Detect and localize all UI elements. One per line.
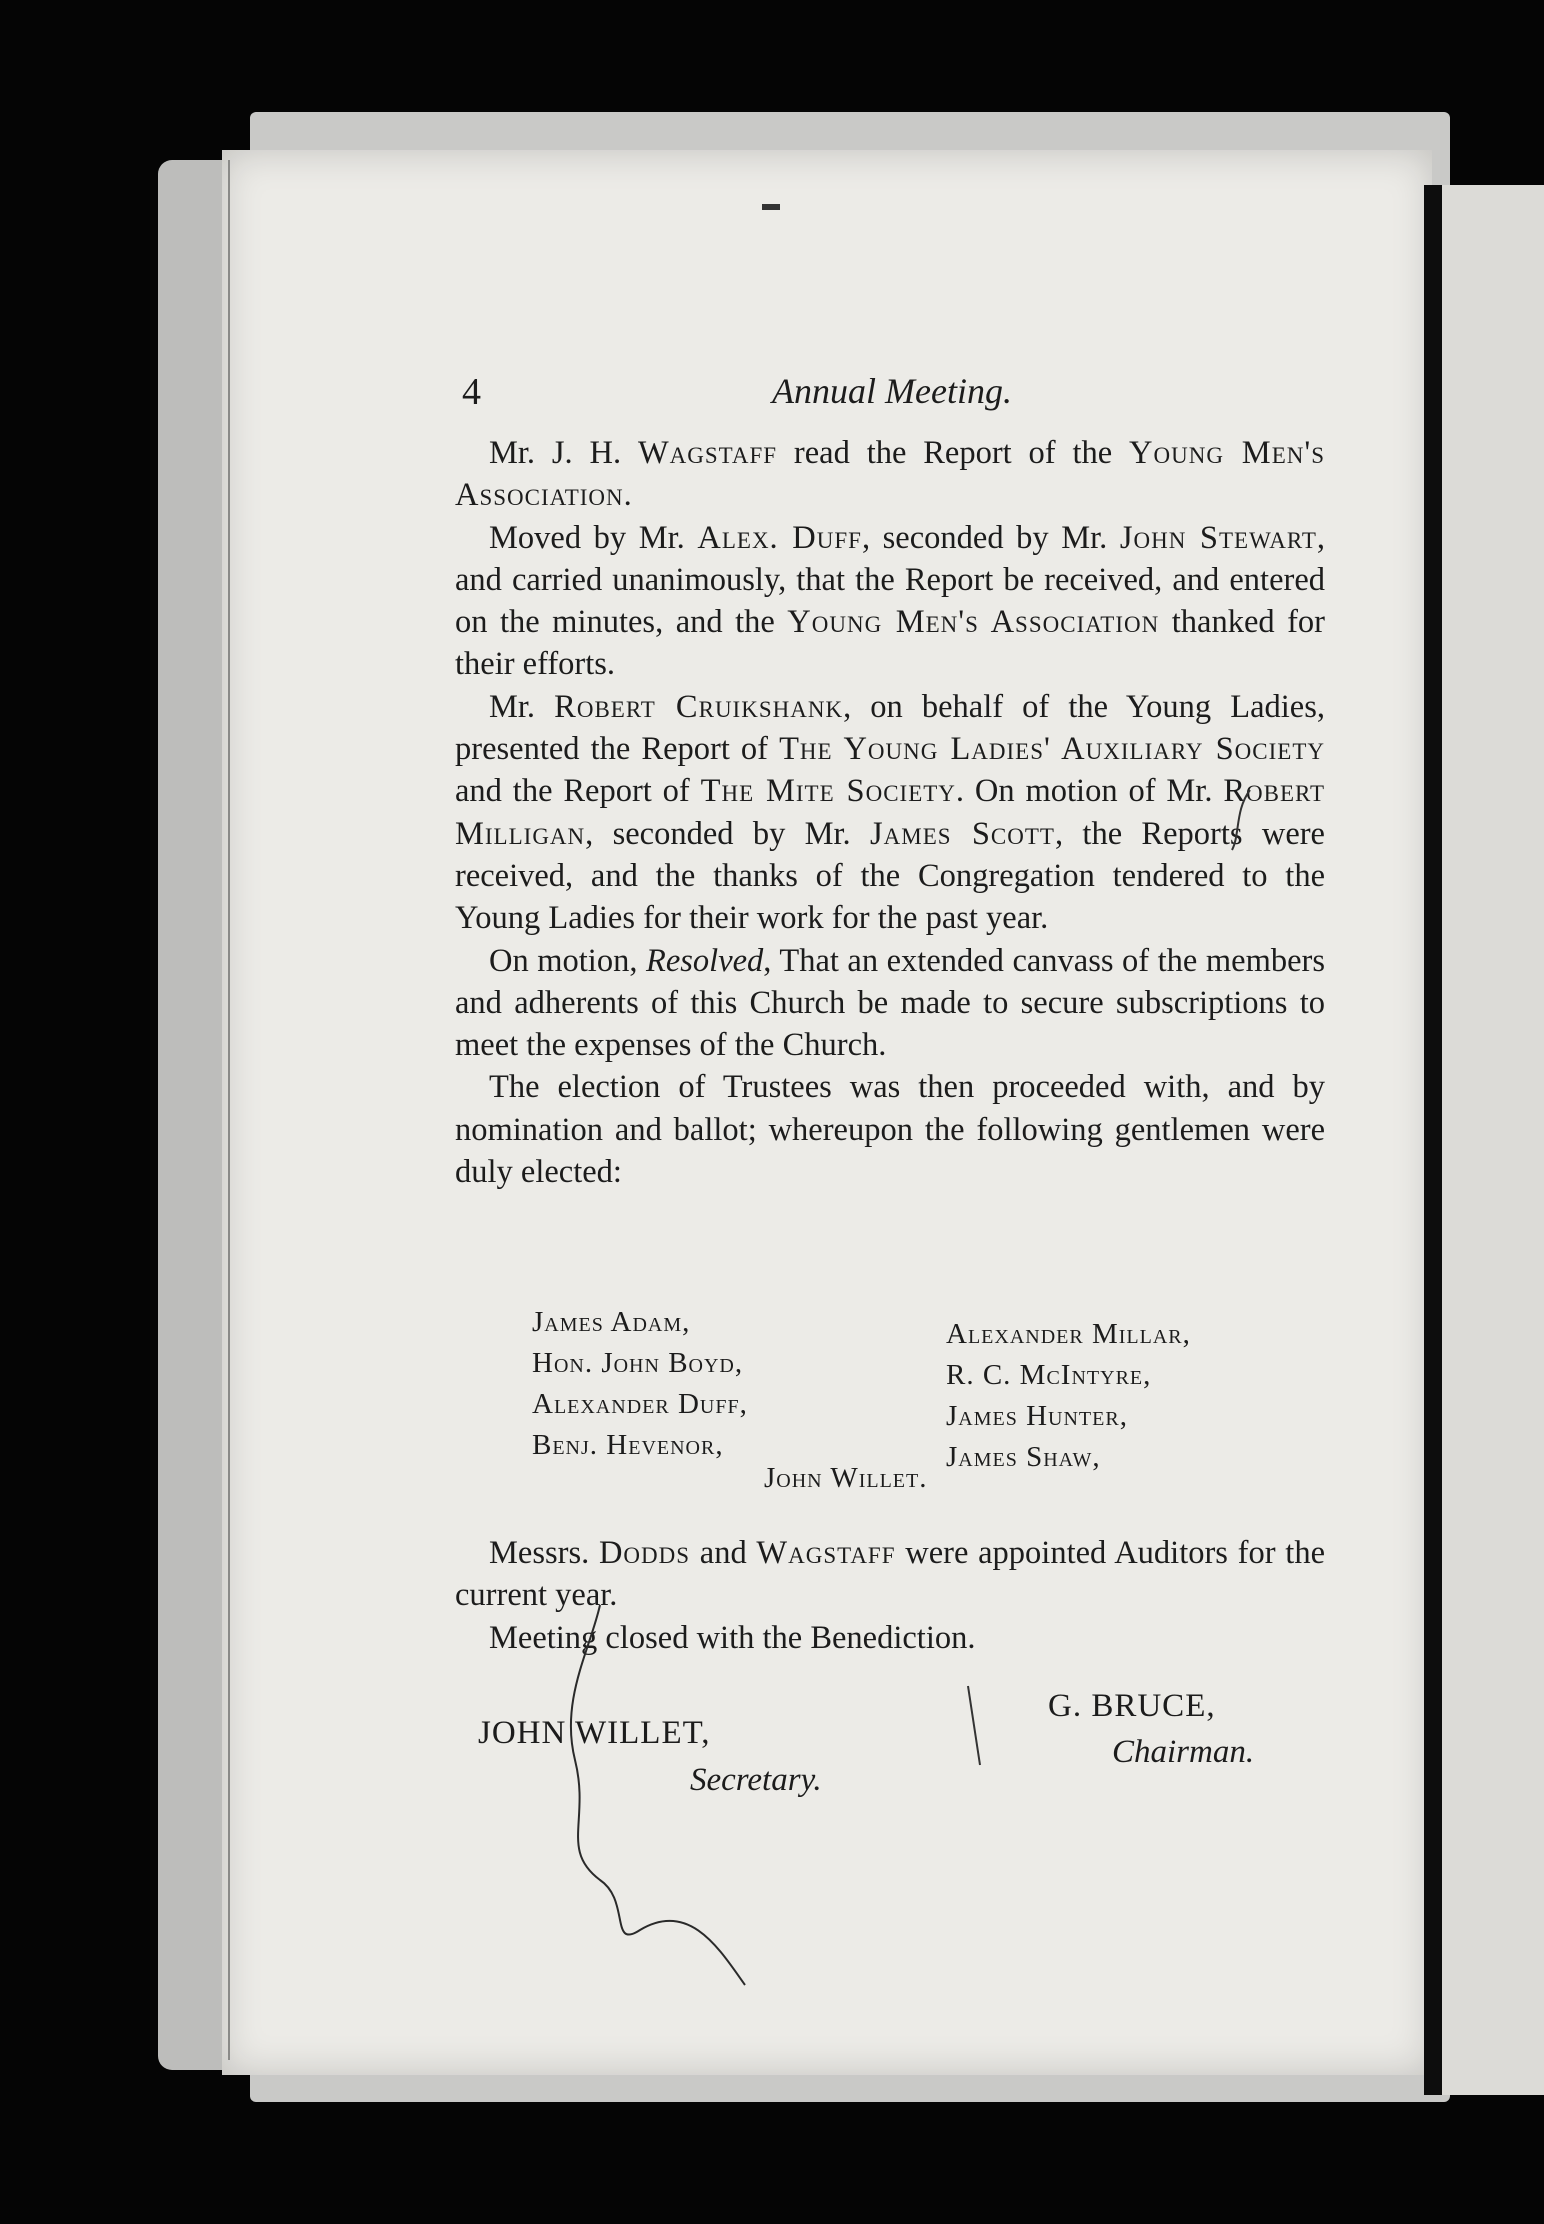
- name-run: The Young Ladies' Auxiliary Society: [779, 731, 1325, 768]
- trustee-name: R. C. McIntyre,: [946, 1359, 1152, 1391]
- text-run: Meeting closed with the Benediction.: [489, 1619, 976, 1656]
- name-run: Wagstaff: [756, 1535, 896, 1571]
- name-run: John Stewart: [1119, 519, 1317, 556]
- name-run: Wagstaff: [637, 435, 778, 471]
- text-run: read the Report of the: [777, 435, 1130, 471]
- name-run: The Mite Society: [700, 773, 956, 810]
- trustee-name: Benj. Hevenor,: [532, 1429, 724, 1461]
- name-run: James Scott: [870, 815, 1055, 852]
- text-run: , That an extended canvass of the members and adherents of this Church be made to secure subscriptions to meet the expenses of the Church.: [455, 942, 1325, 1064]
- name-run: Alex. Duff: [697, 519, 862, 556]
- trustee-name: Alexander Duff,: [532, 1388, 748, 1420]
- text-run: thanked for their efforts.: [455, 604, 1325, 683]
- text-run: . On motion of Mr.: [955, 773, 1224, 810]
- trustee-name: Alexander Millar,: [946, 1318, 1191, 1350]
- page-number: 4: [462, 371, 481, 413]
- text-run: and: [690, 1535, 757, 1571]
- text-run: , and carried unanimously, that the Report be received, and entered on the minutes, and the: [455, 519, 1326, 641]
- trustee-name: James Hunter,: [946, 1400, 1128, 1432]
- chairman-name: G. BRUCE,: [1048, 1688, 1216, 1724]
- name-run: Dodds: [598, 1535, 691, 1571]
- text-run: were appointed Auditors for the current year.: [455, 1535, 1325, 1614]
- running-title: Annual Meeting.: [772, 371, 1012, 411]
- text-run: , the Reports were received, and the thanks of the Congregation tendered to the Young Ladies for their work for the past year.: [455, 815, 1325, 937]
- resolved-italic: Resolved: [645, 942, 764, 979]
- trustee-name: Hon. John Boyd,: [532, 1347, 744, 1379]
- name-run: Robert Cruikshank: [554, 688, 844, 725]
- chairman-role: Chairman.: [1112, 1734, 1255, 1770]
- name-run: Young Men's Association: [455, 435, 1326, 514]
- name-run: Young Men's Association: [787, 604, 1160, 641]
- text-run: Messrs.: [489, 1535, 599, 1571]
- text-run: .: [623, 477, 632, 514]
- secretary-name: JOHN WILLET,: [478, 1715, 711, 1751]
- text-run: , seconded by Mr.: [861, 519, 1120, 556]
- trustee-name: James Shaw,: [946, 1441, 1101, 1473]
- text-run: Moved by Mr.: [489, 519, 698, 556]
- trustee-name-center: John Willet.: [764, 1462, 928, 1494]
- text-run: Mr.: [489, 688, 555, 725]
- text-run: , on behalf of the Young Ladies, presented the Report of: [455, 688, 1325, 768]
- text-run: Mr. J. H.: [489, 435, 638, 471]
- text-run: , seconded by Mr.: [585, 815, 870, 852]
- text-run: On motion,: [489, 942, 646, 979]
- text-run: and the Report of: [455, 773, 701, 810]
- trustee-name: James Adam,: [532, 1306, 691, 1338]
- secretary-role: Secretary.: [690, 1762, 822, 1798]
- text-run: The election of Trustees was then proceeded with, and by nomination and ballot; whereupon the following gentlemen were duly elected:: [455, 1069, 1325, 1191]
- name-run: Robert Milligan: [455, 773, 1325, 852]
